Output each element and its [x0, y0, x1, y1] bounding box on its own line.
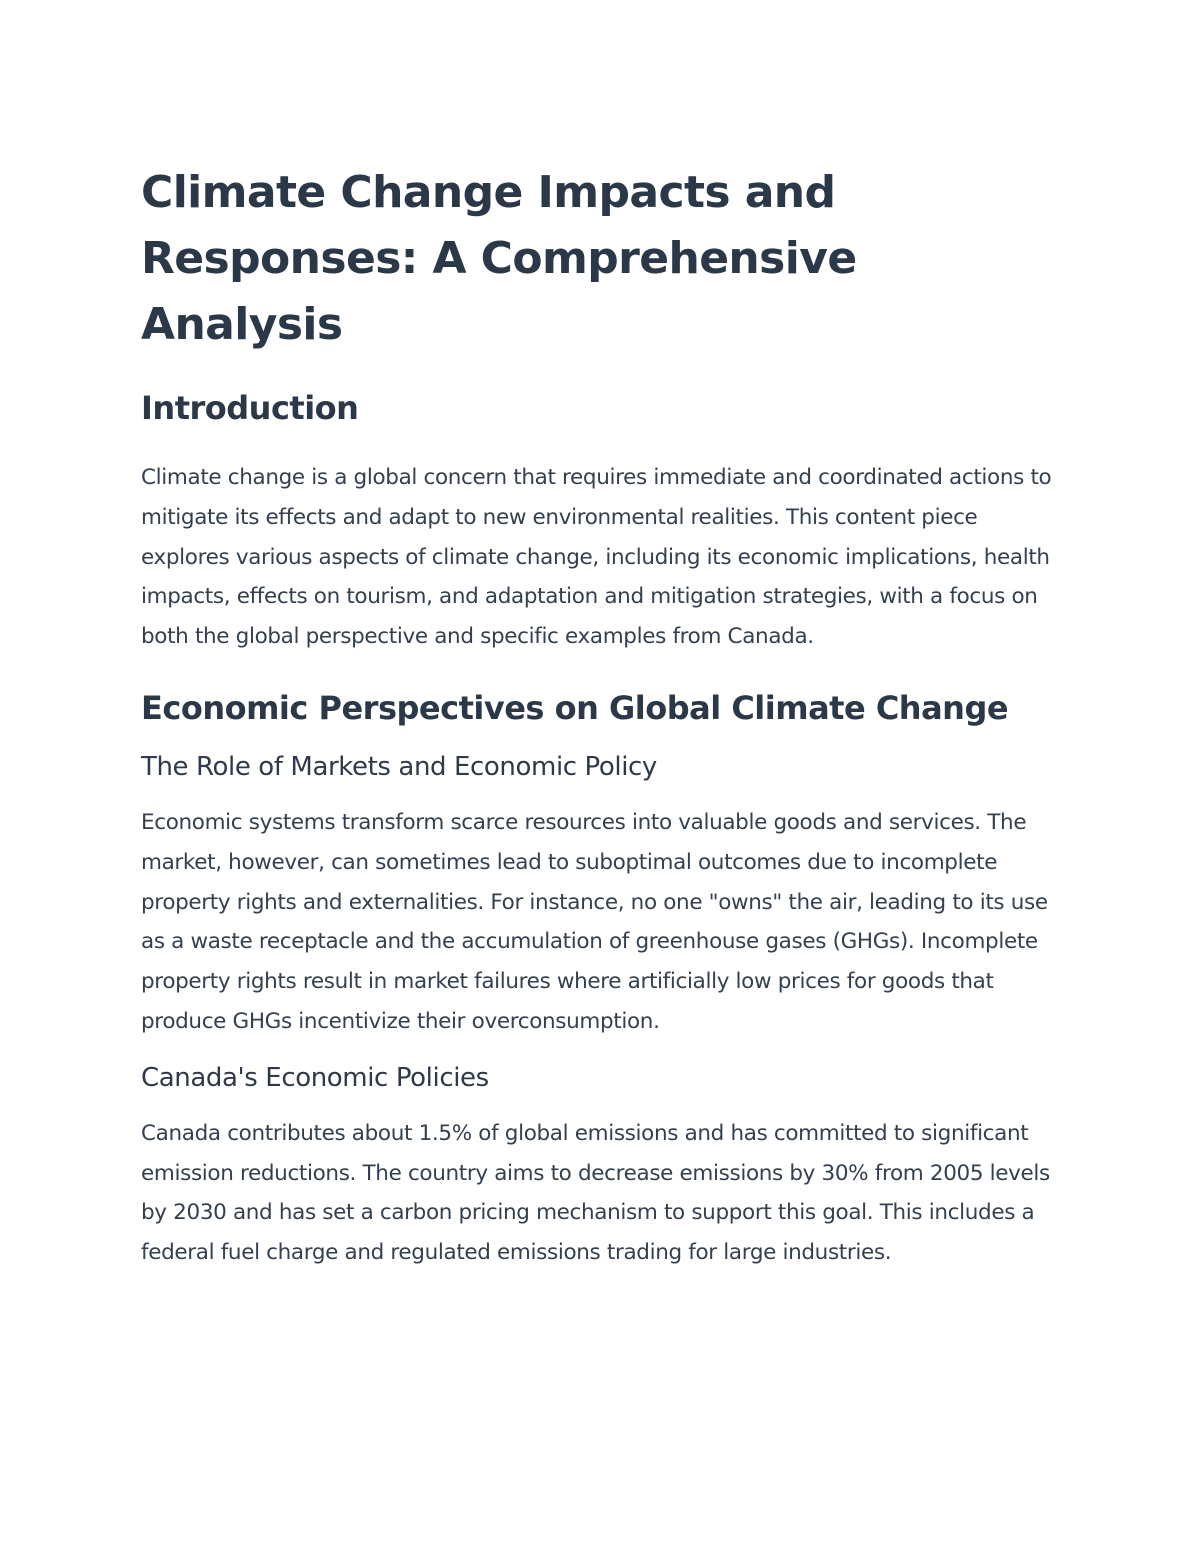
canada-policies-paragraph: Canada contributes about 1.5% of global emissions and has committed to significant emission reductions. The country aims to decrease emissions by 30% from 2005 levels by 2030 and has set a carbon pricing mechanism to support this goal. This includes a federal fuel charge and regulated emissions trading for large industries.: [141, 1120, 1050, 1266]
economic-perspectives-heading: Economic Perspectives on Global Climate Change: [141, 688, 1009, 727]
markets-policy-heading: The Role of Markets and Economic Policy: [141, 751, 657, 782]
document-title: Climate Change Impacts and Responses: A Comprehensive Analysis: [141, 167, 857, 350]
introduction-paragraph: Climate change is a global concern that requires immediate and coordinated actions to mitigate its effects and adapt to new environmental realities. This content piece explores various aspects of climate change, including its economic implications, health impacts, effects on tourism, and adaptation and mitigation strategies, with a focus on both the global perspective and specific examples from Canada.: [141, 465, 1052, 650]
markets-policy-paragraph: Economic systems transform scarce resources into valuable goods and services. The market, however, can sometimes lead to suboptimal outcomes due to incomplete property rights and externalities. For instance, no one "owns" the air, leading to its use as a waste receptacle and the accumulation of greenhouse gases (GHGs). Incomplete property rights result in market failures where artificially low prices for goods that produce GHGs incentivize their overconsumption.: [141, 809, 1048, 1034]
introduction-heading: Introduction: [141, 389, 359, 427]
canada-policies-heading: Canada's Economic Policies: [141, 1062, 489, 1093]
document-page: [141, 160, 1066, 1273]
